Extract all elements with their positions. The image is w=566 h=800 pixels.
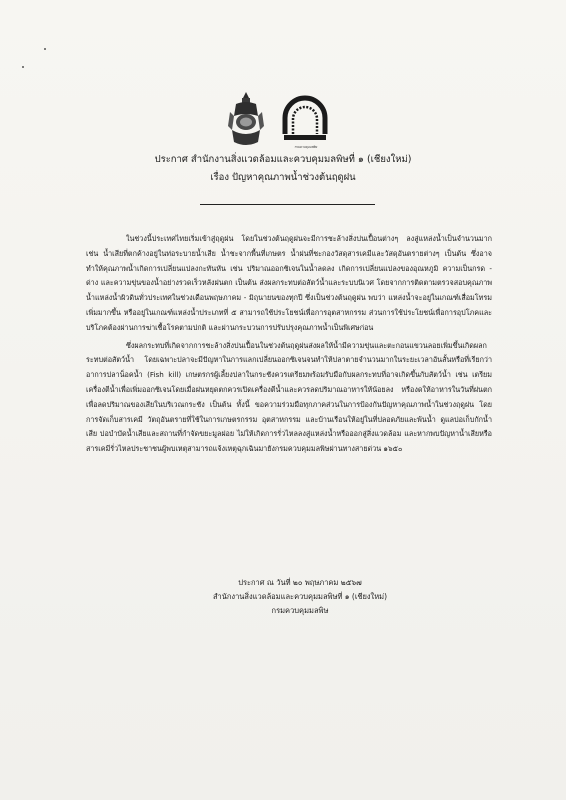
scan-speck <box>44 48 46 50</box>
announcement-body <box>86 232 492 457</box>
issuing-office: สำนักงานสิ่งแวดล้อมและควบคุมมลพิษที่ ๑ (เชียงใหม่) <box>212 592 388 601</box>
signature-block <box>160 576 440 618</box>
announcement-date: ประกาศ ณ วันที่ ๒๐ พฤษภาคม ๒๕๖๗ <box>238 578 362 587</box>
announcement-subject: เรื่อง ปัญหาคุณภาพน้ำช่วงต้นฤดูฝน <box>210 172 356 183</box>
emblem-logo <box>228 90 264 148</box>
header-logos <box>0 90 566 148</box>
body-paragraph: ในช่วงนี้ประเทศไทยเริ่มเข้าสู่ฤดูฝน โดยในช่วงต้นฤดูฝนจะมีการชะล้างสิ่งปนเปื้อนต่างๆ ลงสู่แหล่งน้ำเป็นจำนวนมาก เช่น น้ำเสียที่ตกค้างอยู่ในท่อระบายน้ำเสีย น้ำชะจากพื้นที่เกษตร น้ำฝนที่ชะกองวัสดุสารเคมีและวัสดุอันตรายต่างๆ เป็นต้น ซึ่งอาจทำให้คุณภาพน้ำเกิดการเปลี่ยนแปลงกะทันหัน เช่น ปริมาณออกซิเจนในน้ำลดลง เกิดการเปลี่ยนแปลงของอุณหภูมิ ความเป็นกรด - ด่าง และความขุ่นของน้ำอย่างรวดเร็วหลังฝนตก เป็นต้น ส่งผลกระทบต่อสัตว์น้ำและระบบนิเวศ โดยจากการติดตามตรวจสอบคุณภาพน้ำแหล่งน้ำผิวดินทั่วประเทศในช่วงเดือนพฤษภาคม - มิถุนายนของทุกปี ซึ่งเป็นช่วงต้นฤดูฝน พบว่า แหล่งน้ำจะอยู่ในเกณฑ์เสื่อมโทรมเพิ่มมากขึ้น หรืออยู่ในเกณฑ์แหล่งน้ำประเภทที่ ๕ สามารถใช้ประโยชน์เพื่อการอุตสาหกรรม ส่วนการใช้ประโยชน์เพื่อการอุปโภคและบริโภคต้องผ่านการฆ่าเชื้อโรคตามปกติ และผ่านกระบวนการปรับปรุงคุณภาพน้ำเป็นพิเศษก่อน <box>86 234 492 332</box>
announcement-title: ประกาศ สำนักงานสิ่งแวดล้อมและควบคุมมลพิษที่ ๑ (เชียงใหม่) <box>154 154 412 165</box>
pcd-logo <box>282 94 328 148</box>
scan-speck <box>22 66 24 68</box>
issuing-department: กรมควบคุมมลพิษ <box>271 606 329 615</box>
body-paragraph: ซึ่งผลกระทบที่เกิดจากการชะล้างสิ่งปนเปื้อนในช่วงต้นฤดูฝนส่งผลให้น้ำมีความขุ่นและตะกอนแขวนลอยเพิ่มขึ้นเกิดผลกระทบต่อสัตว์น้ำ โดยเฉพาะปลาจะมีปัญหาในการแลกเปลี่ยนออกซิเจนจนทำให้ปลาตายจำนวนมากในระยะเวลาอันสั้นหรือที่เรียกว่าอาการปลาน็อคน้ำ (Fish kill) เกษตรกรผู้เลี้ยงปลาในกระชังควรเตรียมพร้อมรับมือกับผลกระทบที่อาจเกิดขึ้นกับสัตว์น้ำ เช่น เตรียมเครื่องตีน้ำเพื่อเพิ่มออกซิเจนโดยเมื่อฝนหยุดตกควรเปิดเครื่องตีน้ำและควรลดปริมาณอาหารให้น้อยลง หรืองดให้อาหารในวันที่ฝนตกเพื่อลดปริมาณของเสียในบริเวณกระชัง เป็นต้น ทั้งนี้ ขอความร่วมมือทุกภาคส่วนในการป้องกันปัญหาคุณภาพน้ำในช่วงฤดูฝน โดยการจัดเก็บสารเคมี วัตถุอันตรายที่ใช้ในการเกษตรกรรม อุตสาหกรรม และบ้านเรือนให้อยู่ในที่ปลอดภัยและพ้นน้ำ ดูแลบ่อเก็บกักน้ำเสีย บ่อบำบัดน้ำเสียและสถานที่กำจัดขยะมูลฝอย ไม่ให้เกิดการรั่วไหลลงสู่แหล่งน้ำหรือออกสู่สิ่งแวดล้อม และหากพบปัญหาน้ำเสียหรือสารเคมีรั่วไหลประชาชนผู้พบเหตุสามารถแจ้งเหตุฉุกเฉินมายังกรมควบคุมมลพิษผ่านทางสายด่วน ๑๖๕๐ <box>86 340 492 454</box>
title-divider <box>200 204 375 205</box>
logo-caption: กรมควบคุมมลพิษ <box>294 145 318 149</box>
